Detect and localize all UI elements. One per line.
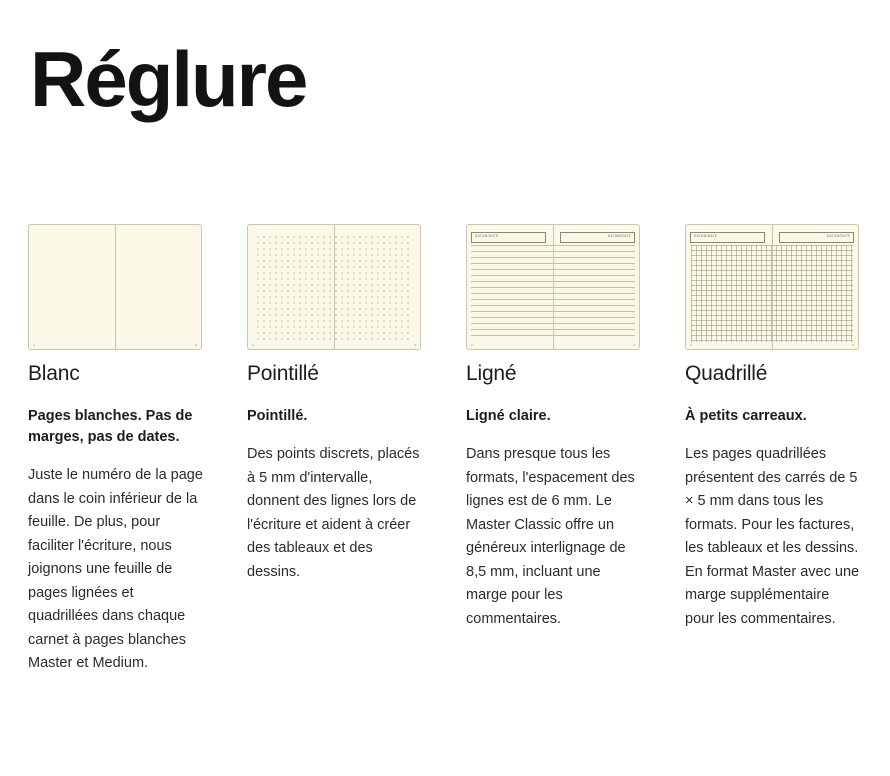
date-field-right: DATUM/DATE xyxy=(779,232,854,243)
ruling-types-grid xyxy=(28,212,862,675)
category-title-quadrille: Quadrillé xyxy=(685,362,768,386)
ruling-column-ligne xyxy=(466,212,643,675)
category-lead-blanc: Pages blanches. Pas de marges, pas de dates. xyxy=(28,408,193,446)
page-number-left: 2 xyxy=(471,343,473,348)
category-lead-quadrille: À petits carreaux. xyxy=(685,408,807,425)
category-body-pointille: Des points discrets, placés à 5 mm d'intervalle, donnent des lignes lors de l'écriture et aident à créer des tableaux et des dessins. xyxy=(247,446,420,580)
thumbnail-wrapper-ligne xyxy=(466,212,643,362)
lined-notebook-icon[interactable] xyxy=(466,224,640,350)
page-number-right: 3 xyxy=(414,343,416,348)
notebook-spine xyxy=(772,225,773,349)
category-body-blanc: Juste le numéro de la page dans le coin inférieur de la feuille. De plus, pour faciliter l'écriture, nous joignons une feuille de pages lignées et quadrillées dans chaque carnet à pages blanches Master et Medium. xyxy=(28,467,203,671)
page-title: Réglure xyxy=(30,35,307,123)
category-title-ligne: Ligné xyxy=(466,362,517,386)
page-number-right: 3 xyxy=(195,343,197,348)
blank-notebook-icon[interactable] xyxy=(28,224,202,350)
notebook-spine xyxy=(334,225,335,349)
ruling-column-pointille xyxy=(247,212,424,675)
page-number-left: 2 xyxy=(33,343,35,348)
page-number-right: 3 xyxy=(852,343,854,348)
thumbnail-wrapper-blanc xyxy=(28,212,205,362)
page-number-left: 2 xyxy=(252,343,254,348)
notebook-spine xyxy=(553,225,554,349)
category-lead-ligne: Ligné claire. xyxy=(466,408,551,425)
category-title-pointille: Pointillé xyxy=(247,362,319,386)
thumbnail-wrapper-pointille xyxy=(247,212,424,362)
date-field-right: DATUM/DATE xyxy=(560,232,635,243)
category-body-ligne: Dans presque tous les formats, l'espacement des lignes est de 6 mm. Le Master Classic offre un généreux interlignage de 8,5 mm, incluant une marge pour les commentaires. xyxy=(466,446,635,627)
page-number-right: 3 xyxy=(633,343,635,348)
thumbnail-wrapper-quadrille xyxy=(685,212,862,362)
date-field-left: DATUM/DATE xyxy=(471,232,546,243)
category-lead-pointille: Pointillé. xyxy=(247,408,308,425)
date-field-left: DATUM/DATE xyxy=(690,232,765,243)
ruling-column-quadrille xyxy=(685,212,862,675)
category-body-quadrille: Les pages quadrillées présentent des carrés de 5 × 5 mm dans tous les formats. Pour les factures, les tableaux et les dessins. En format Master avec une marge supplémentaire pour les commentaires. xyxy=(685,446,860,627)
page-number-left: 2 xyxy=(690,343,692,348)
squared-notebook-icon[interactable] xyxy=(685,224,859,350)
ruling-column-blanc xyxy=(28,212,205,675)
category-title-blanc: Blanc xyxy=(28,362,80,386)
notebook-spine xyxy=(115,225,116,349)
dotted-notebook-icon[interactable] xyxy=(247,224,421,350)
